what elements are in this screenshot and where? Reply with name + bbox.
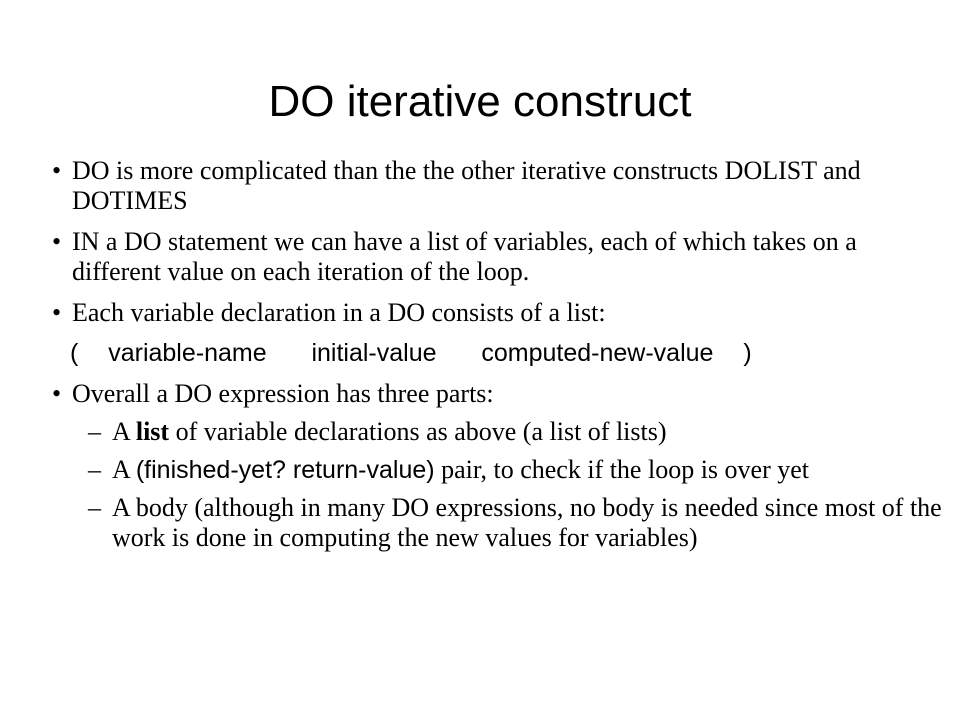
bullet-item: [52, 227, 950, 287]
bullet-text: Each variable declaration in a DO consists of a list:: [72, 298, 606, 327]
sub-item-text: of variable declarations as above (a list of lists): [169, 417, 667, 446]
bullet-text: DO is more complicated than the the other iterative constructs DOLIST and DOTIMES: [72, 156, 861, 215]
declaration-syntax: ( variable-name initial-value computed-new-value ): [70, 339, 752, 367]
sub-item-text: pair, to check if the loop is over yet: [434, 455, 809, 484]
sub-item: [88, 455, 950, 485]
emphasis-list: list: [135, 417, 170, 446]
sub-item-text: A body (although in many DO expressions, no body is needed since most of the work is done in computing the new values for variables): [112, 493, 942, 552]
sub-item: [88, 417, 950, 447]
dash-marker: –: [88, 493, 101, 522]
bullet-item: [52, 156, 950, 216]
bullet-list: [52, 156, 950, 553]
bullet-marker: •: [52, 156, 62, 185]
bullet-item: [52, 379, 950, 409]
sub-item-text: A: [112, 455, 136, 484]
dash-marker: –: [88, 417, 101, 446]
dash-marker: –: [88, 455, 101, 484]
bullet-marker: •: [52, 379, 62, 408]
slide-title: DO iterative construct: [268, 77, 692, 126]
sub-item: [88, 493, 950, 553]
bullet-text: IN a DO statement we can have a list of variables, each of which takes on a different value on each iteration of the loop.: [72, 227, 857, 286]
bullet-marker: •: [52, 227, 62, 256]
bullet-item: [52, 298, 950, 328]
bullet-text: Overall a DO expression has three parts:: [72, 379, 494, 408]
code-pair: (finished-yet? return-value): [135, 456, 435, 484]
bullet-marker: •: [52, 298, 62, 327]
sub-item-text: A: [112, 417, 136, 446]
